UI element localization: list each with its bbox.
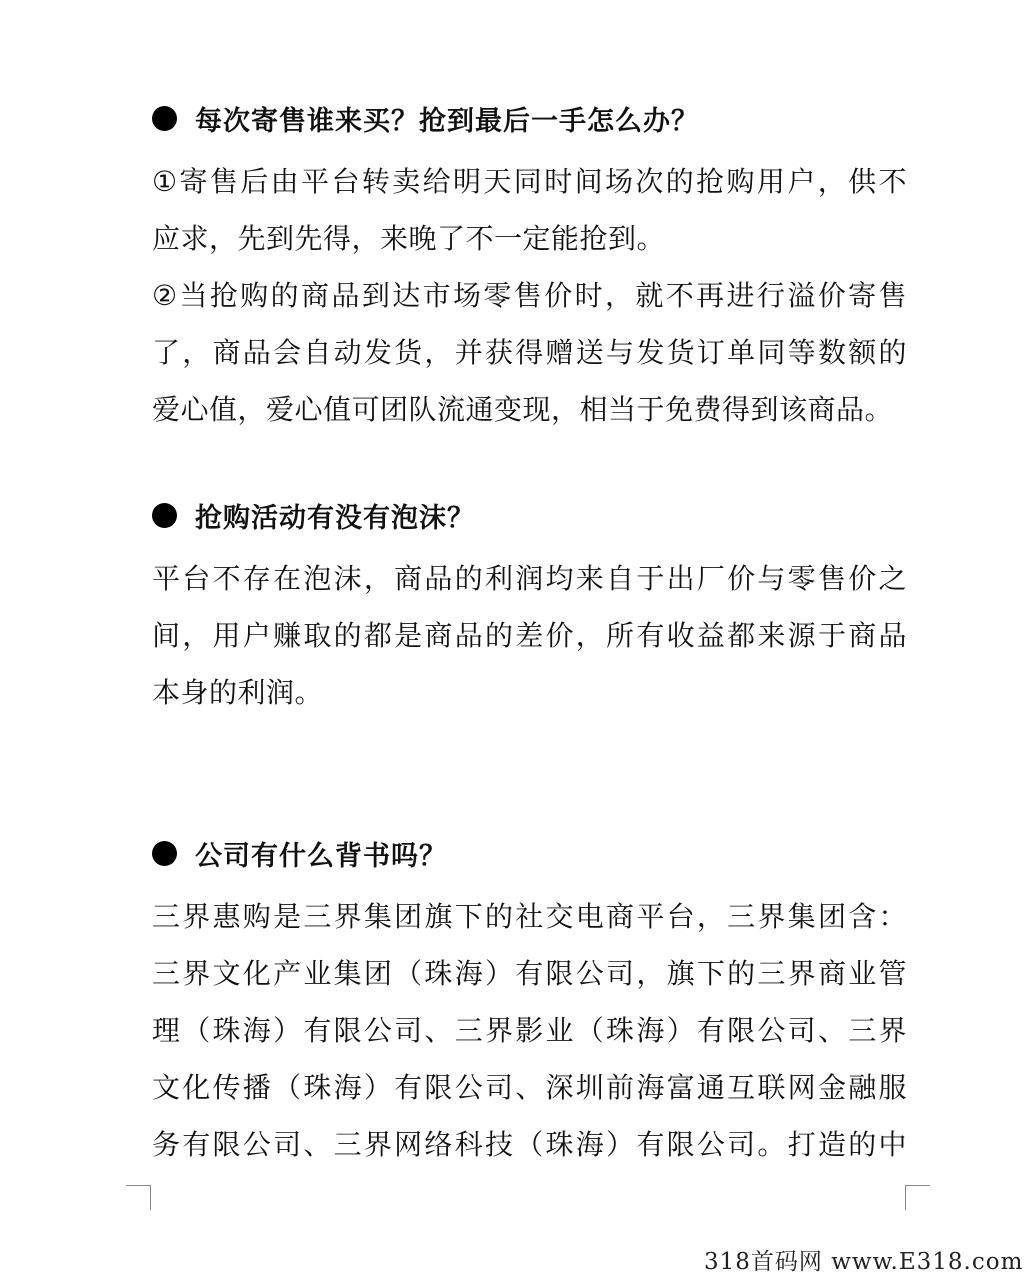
bullet-icon (152, 503, 177, 528)
section-heading (152, 98, 907, 138)
paragraph-line: 理（珠海）有限公司、三界影业（珠海）有限公司、三界 (152, 1014, 907, 1047)
page-margin-corner-right (905, 1185, 930, 1210)
bullet-icon (152, 841, 177, 866)
paragraph-line: 三界文化产业集团（珠海）有限公司，旗下的三界商业管 (152, 957, 907, 990)
paragraph-line: 三界惠购是三界集团旗下的社交电商平台，三界集团含： (152, 900, 907, 933)
paragraph-line: ①寄售后由平台转卖给明天同时间场次的抢购用户，供不 (152, 165, 907, 198)
faq-section-endorsement (152, 833, 907, 1173)
paragraph-line: 文化传播（珠海）有限公司、深圳前海富通互联网金融服 (152, 1071, 907, 1104)
faq-section-bubble (152, 495, 907, 721)
heading-text: 公司有什么背书吗？ (195, 840, 447, 872)
watermark-text: 318首码网 www.E318.com (704, 1249, 1024, 1275)
section-heading (152, 495, 907, 535)
faq-section-consignment (152, 98, 907, 438)
bullet-icon (152, 106, 177, 131)
paragraph-line: 间，用户赚取的都是商品的差价，所有收益都来源于商品 (152, 619, 907, 652)
heading-text: 抢购活动有没有泡沫？ (195, 502, 475, 534)
paragraph-line: 本身的利润。 (152, 676, 324, 709)
paragraph-line: ②当抢购的商品到达市场零售价时，就不再进行溢价寄售 (152, 279, 907, 312)
paragraph-line: 爱心值，爱心值可团队流通变现，相当于免费得到该商品。 (152, 393, 894, 426)
paragraph-line: 了，商品会自动发货，并获得赠送与发货订单同等数额的 (152, 336, 907, 369)
paragraph-line: 应求，先到先得，来晚了不一定能抢到。 (152, 222, 666, 255)
page-margin-corner-left (126, 1185, 151, 1210)
paragraph-line: 平台不存在泡沫，商品的利润均来自于出厂价与零售价之 (152, 562, 907, 595)
heading-text: 每次寄售谁来买？抢到最后一手怎么办？ (195, 105, 699, 137)
section-heading (152, 833, 907, 873)
paragraph-line: 务有限公司、三界网络科技（珠海）有限公司。打造的中 (152, 1128, 907, 1161)
